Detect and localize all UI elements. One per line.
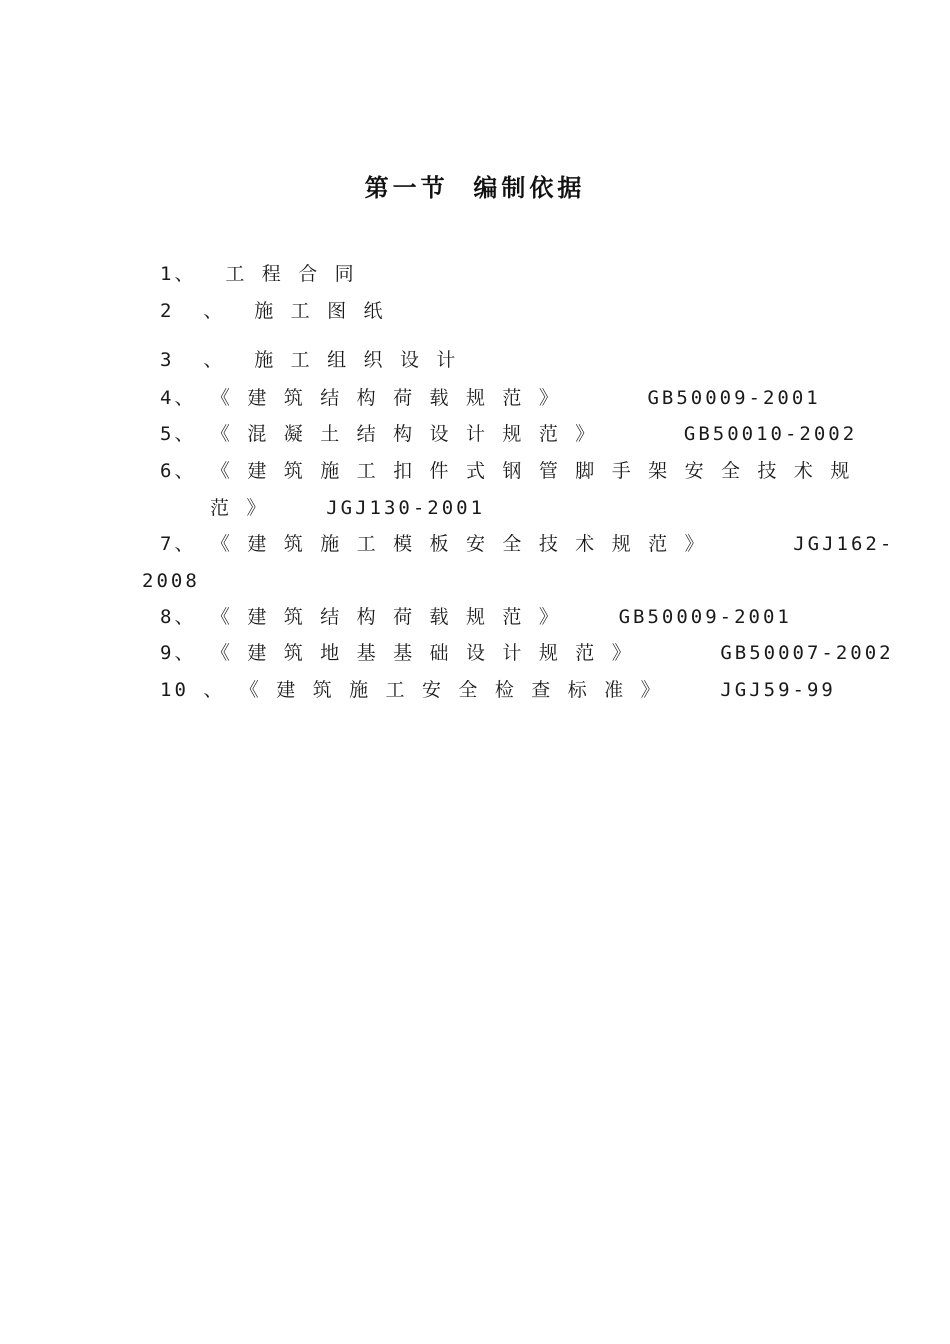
reference-item-4: 4、 《 建 筑 结 构 荷 载 规 范 》 GB50009-2001: [160, 387, 821, 409]
reference-item-3: 3 、 施 工 组 织 设 计: [160, 349, 459, 371]
reference-item-2: 2 、 施 工 图 纸: [160, 300, 386, 322]
reference-item-9: 9、 《 建 筑 地 基 基 础 设 计 规 范 》 GB50007-2002: [160, 642, 894, 664]
reference-item-1: 1、 工 程 合 同: [160, 263, 357, 285]
reference-item-5: 5、 《 混 凝 土 结 构 设 计 规 范 》 GB50010-2002: [160, 423, 858, 445]
reference-item-6-continuation: 范 》 JGJ130-2001: [210, 497, 486, 519]
reference-item-7: 7、 《 建 筑 施 工 模 板 安 全 技 术 规 范 》 JGJ162-: [160, 533, 895, 555]
reference-item-10: 10 、 《 建 筑 施 工 安 全 检 查 标 准 》 JGJ59-99: [160, 679, 836, 701]
reference-item-7-continuation: 2008: [142, 570, 200, 592]
section-title: 第一节 编制依据: [364, 173, 586, 202]
reference-item-6: 6、 《 建 筑 施 工 扣 件 式 钢 管 脚 手 架 安 全 技 术 规: [160, 460, 853, 482]
reference-item-8: 8、 《 建 筑 结 构 荷 载 规 范 》 GB50009-2001: [160, 606, 792, 628]
